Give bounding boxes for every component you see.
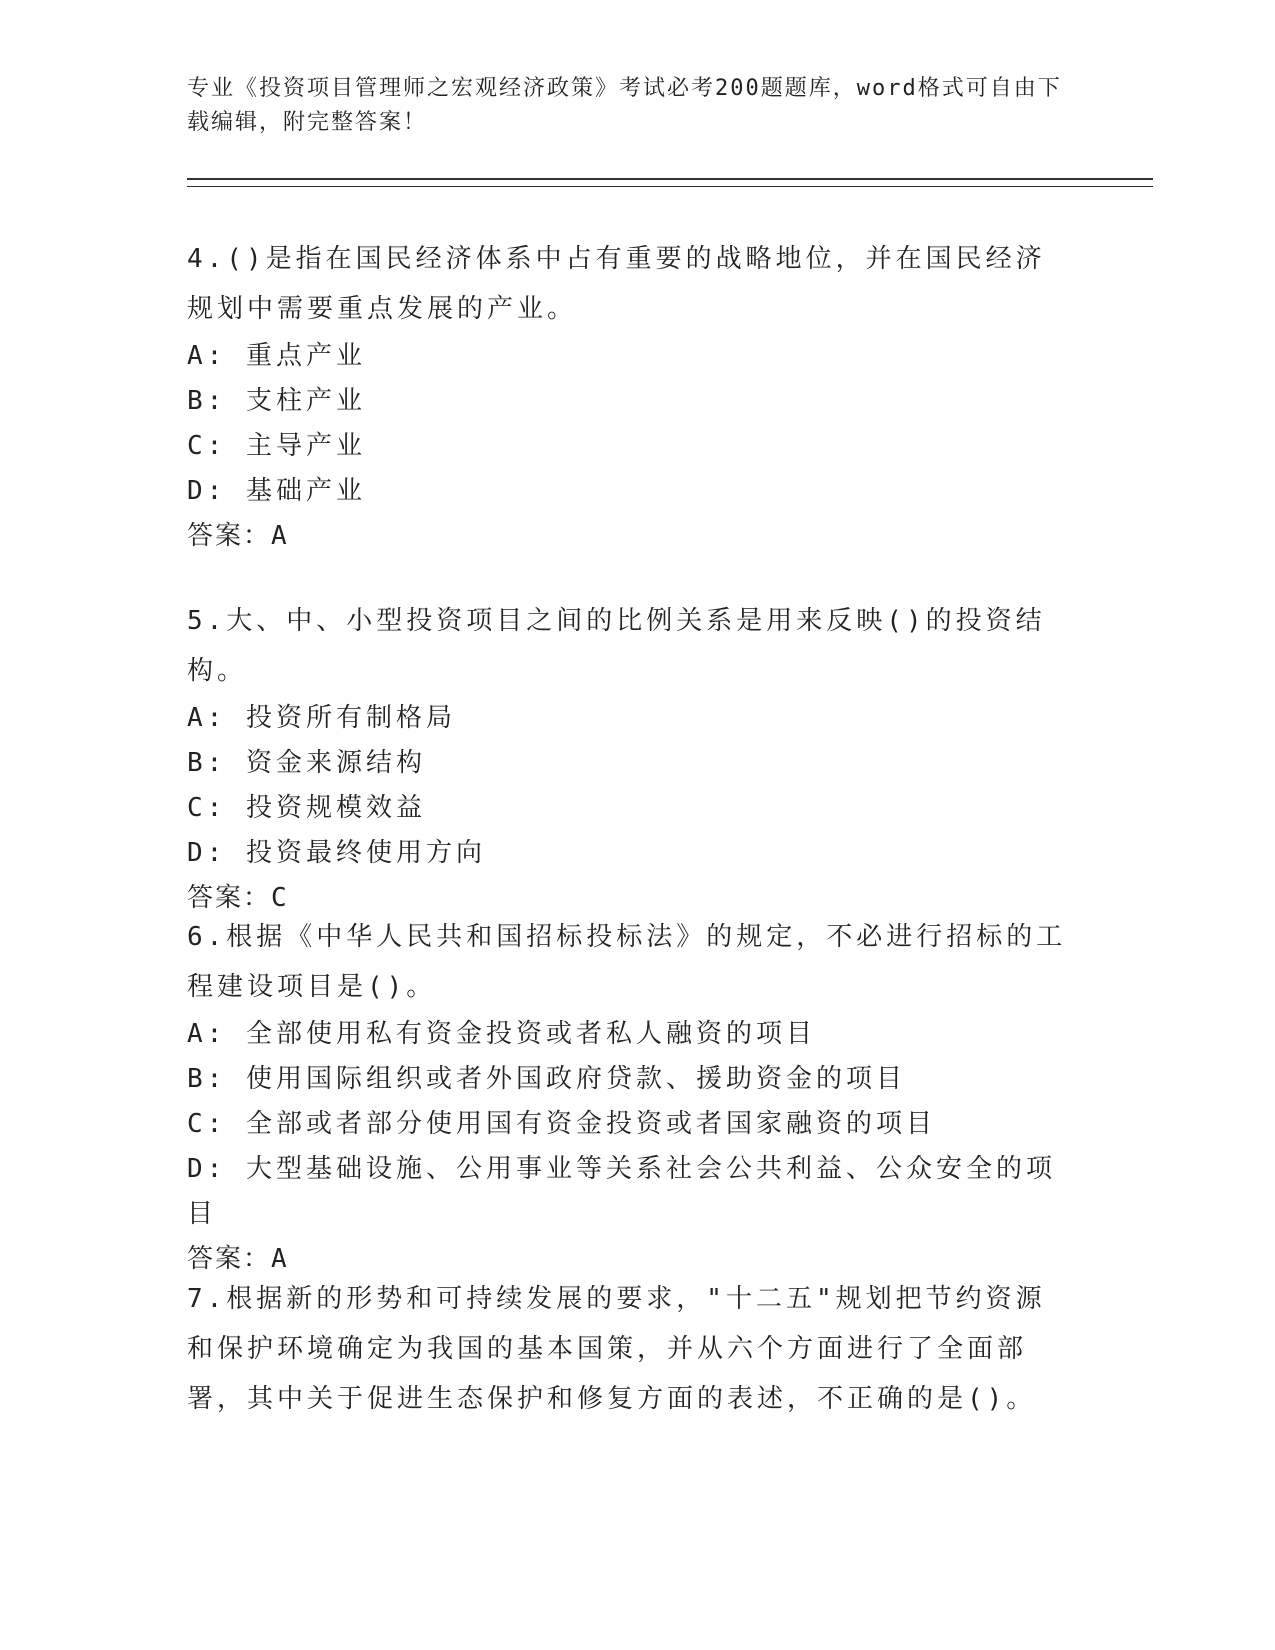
option-b: B: 资金来源结构 [187,748,426,778]
question-7 [187,1274,1067,1424]
answer-label: 答案： [187,1244,272,1274]
header-intro-text: 专业《投资项目管理师之宏观经济政策》考试必考200题题库，word格式可自由下载编辑，附完整答案！ [187,76,1062,135]
question-6 [187,912,1067,1282]
header-divider [187,178,1153,187]
option-b: B: 支柱产业 [187,386,366,416]
answer-value: C [271,883,289,913]
answer-value: A [271,521,289,551]
option-c: C: 投资规模效益 [187,793,426,823]
question-4 [187,234,1067,559]
option-c: C: 全部或者部分使用国有资金投资或者国家融资的项目 [187,1109,936,1139]
question-stem: 4.()是指在国民经济体系中占有重要的战略地位，并在国民经济规划中需要重点发展的产业。 [187,244,1046,324]
option-c: C: 主导产业 [187,431,366,461]
answer-label: 答案： [187,883,272,913]
option-a: A: 全部使用私有资金投资或者私人融资的项目 [187,1019,816,1049]
question-stem: 6.根据《中华人民共和国招标投标法》的规定，不必进行招标的工程建设项目是()。 [187,922,1067,1002]
answer-label: 答案： [187,521,272,551]
document-header [187,72,1067,140]
option-d: D: 大型基础设施、公用事业等关系社会公共利益、公众安全的项目 [187,1154,1056,1229]
answer-value: A [271,1244,289,1274]
option-d: D: 基础产业 [187,476,366,506]
question-stem: 7.根据新的形势和可持续发展的要求，"十二五"规划把节约资源和保护环境确定为我国的基本国策，并从六个方面进行了全面部署，其中关于促进生态保护和修复方面的表述，不正确的是()。 [187,1284,1046,1414]
option-a: A: 投资所有制格局 [187,703,456,733]
option-d: D: 投资最终使用方向 [187,838,486,868]
option-b: B: 使用国际组织或者外国政府贷款、援助资金的项目 [187,1064,906,1094]
answer-line [187,514,1067,559]
question-5 [187,596,1067,921]
question-stem: 5.大、中、小型投资项目之间的比例关系是用来反映()的投资结构。 [187,606,1046,686]
option-a: A: 重点产业 [187,341,366,371]
